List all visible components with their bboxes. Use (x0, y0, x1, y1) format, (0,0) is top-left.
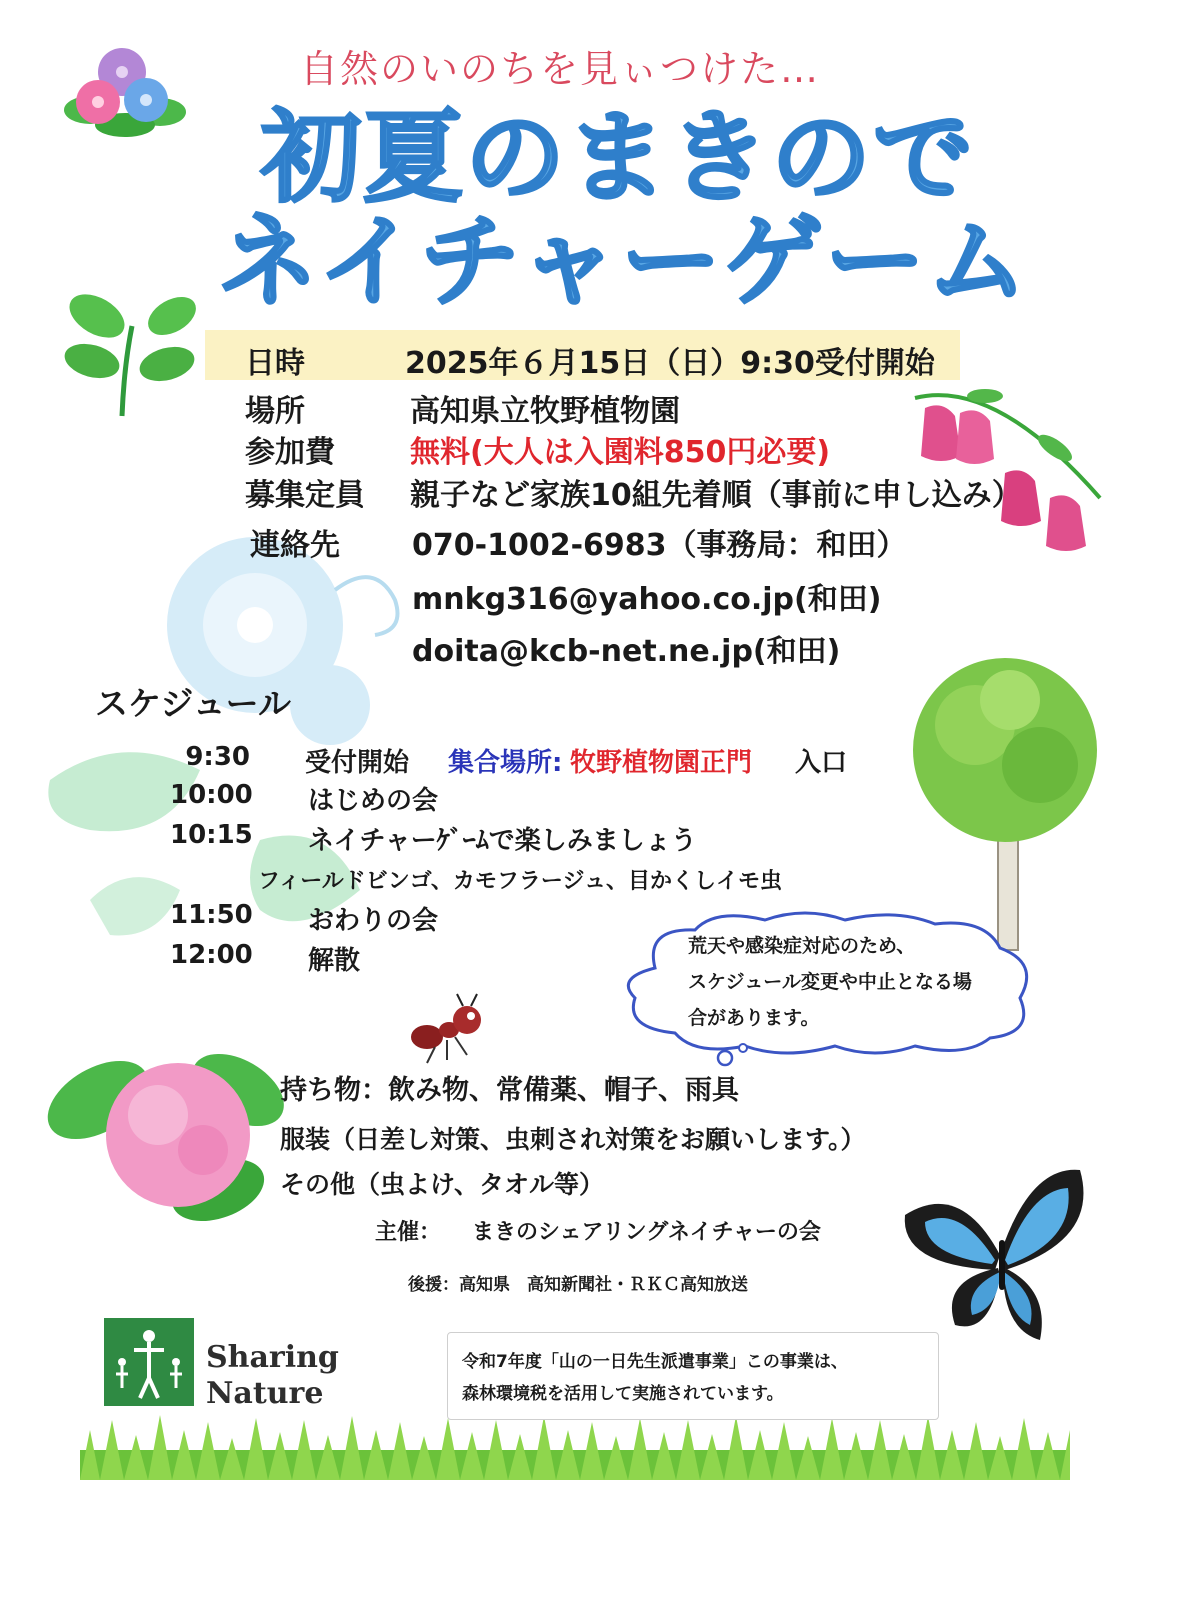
meeting-place: 牧野植物園正門 (570, 748, 753, 778)
host-name: まきのシェアリングネイチャーの会 (472, 1220, 821, 1245)
date-label: 日時 (245, 346, 305, 381)
schedule-time: 12:00 (170, 940, 253, 970)
place-value: 高知県立牧野植物園 (410, 394, 680, 429)
host-label: 主催： (375, 1220, 442, 1245)
people-silhouette-icon (104, 1318, 194, 1406)
contact-label: 連絡先 (250, 528, 340, 563)
meeting-label: 集合場所: (448, 748, 563, 778)
date-value: 2025年６月15日（日）9:30受付開始 (405, 346, 935, 381)
hydrangea-pink-icon (38, 1030, 288, 1230)
schedule-text: おわりの会 (308, 906, 439, 936)
contact-email-1: mnkg316@yahoo.co.jp(和田) (412, 582, 882, 617)
title-line-2: ネイチャーゲーム (218, 203, 1029, 320)
schedule-text: 解散 (308, 946, 361, 976)
cloud-notice-line: 荒天や感染症対応のため、 (688, 935, 916, 957)
schedule-text: 受付開始 (305, 748, 410, 778)
butterfly-icon (900, 1160, 1100, 1350)
schedule-text: はじめの会 (308, 786, 439, 816)
ant-icon (405, 992, 490, 1067)
cloud-notice-line: 合があります。 (688, 1007, 820, 1029)
notice-line: 森林環境税を活用して実施されています。 (462, 1384, 784, 1404)
logo-text-line-2: Nature (206, 1376, 324, 1411)
cloud-notice-line: スケジュール変更や中止となる場 (688, 971, 972, 993)
hydrangea-top-icon (60, 40, 190, 140)
fee-value: 無料(大人は入園料850円必要) (410, 435, 831, 470)
cloud-notice (688, 928, 1018, 1036)
contact-phone: 070-1002-6983（事務局：和田） (412, 528, 907, 563)
meeting-suffix: 入口 (795, 748, 848, 778)
schedule-time: 11:50 (170, 900, 253, 930)
funding-notice-box (447, 1332, 939, 1420)
logo-text-line-1: Sharing (206, 1340, 339, 1375)
place-label: 場所 (245, 394, 305, 429)
subtitle: 自然のいのちを見ぃつけた… (300, 47, 821, 91)
schedule-text: ネイチャーｹﾞｰﾑで楽しみましょう (308, 826, 697, 856)
notice-line: 令和7年度「山の一日先生派遣事業」この事業は、 (462, 1352, 848, 1372)
other-note: その他（虫よけ、タオル等） (280, 1170, 605, 1199)
game-list: フィールドビンゴ、カモフラージュ、目かくしイモ虫 (258, 869, 783, 894)
support-line: 後援：高知県 高知新聞社・ＲＫＣ高知放送 (408, 1275, 748, 1295)
schedule-time: 9:30 (185, 742, 250, 772)
sharing-nature-logo (104, 1318, 194, 1406)
capacity-label: 募集定員 (245, 478, 365, 513)
title-line-1: 初夏のまきので (261, 99, 975, 216)
leaf-sprig-icon (62, 286, 202, 421)
schedule-time: 10:00 (170, 780, 253, 810)
contact-email-2: doita@kcb-net.ne.jp(和田) (412, 634, 841, 669)
fee-label: 参加費 (245, 435, 335, 470)
grass-icon (80, 1410, 1070, 1480)
clothing-note: 服装（日差し対策、虫刺され対策をお願いします。） (280, 1125, 866, 1154)
capacity-value: 親子など家族10組先着順（事前に申し込み） (410, 478, 1022, 513)
schedule-time: 10:15 (170, 820, 253, 850)
bring-items: 持ち物：飲み物、常備薬、帽子、雨具 (280, 1075, 739, 1106)
schedule-title: スケジュール (95, 684, 292, 723)
